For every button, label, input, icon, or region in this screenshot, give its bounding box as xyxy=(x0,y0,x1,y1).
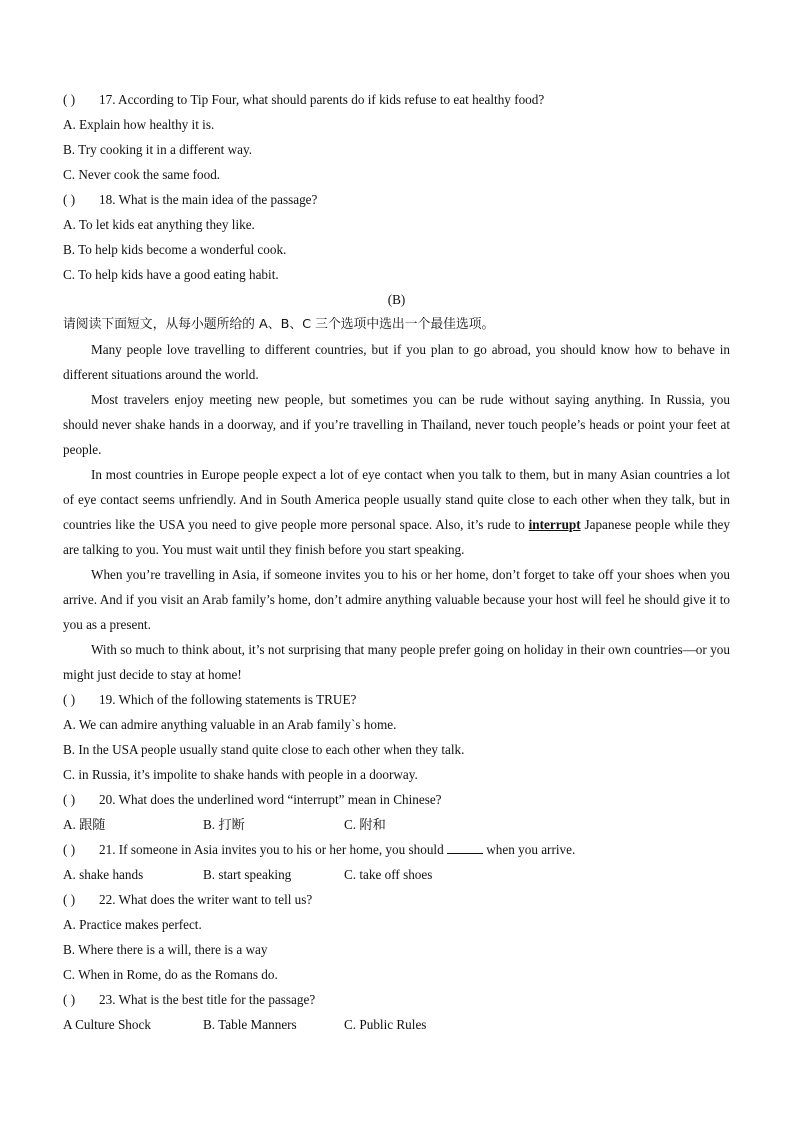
section-instruction: 请阅读下面短文，从每小题所给的 A、B、C 三个选项中选出一个最佳选项。 xyxy=(63,317,495,332)
question-text: 22. What does the writer want to tell us? xyxy=(99,892,313,907)
question-18 xyxy=(63,187,730,212)
option-a: A. 跟随 xyxy=(63,817,106,832)
answer-blank[interactable]: ( ) xyxy=(63,692,76,707)
option-c: C. To help kids have a good eating habit. xyxy=(63,267,279,282)
worksheet-page xyxy=(63,87,730,1037)
answer-blank[interactable]: ( ) xyxy=(63,192,76,207)
option-b: B. Where there is a will, there is a way xyxy=(63,942,268,957)
section-heading: (B) xyxy=(387,292,406,307)
question-text: 23. What is the best title for the passage? xyxy=(99,992,316,1007)
question-19 xyxy=(63,687,730,712)
question-text: 18. What is the main idea of the passage? xyxy=(99,192,318,207)
question-text: 17. According to Tip Four, what should parents do if kids refuse to eat healthy food? xyxy=(99,92,545,107)
answer-blank[interactable]: ( ) xyxy=(63,892,76,907)
paragraph-text: Japanese people while they are talking to you. You must wait until they finish before you start speaking. xyxy=(63,517,730,557)
question-20 xyxy=(63,787,730,812)
option-a: A Culture Shock xyxy=(63,1017,151,1032)
option-a: A. To let kids eat anything they like. xyxy=(63,217,255,232)
passage-paragraph-4: When you’re travelling in Asia, if someone invites you to his or her home, don’t forget to take off your shoes when you arrive. And if you visit an Arab family’s home, don’t admire anything valuable because your host will feel he should give it to you as a present. xyxy=(63,567,730,632)
option-b: B. Try cooking it in a different way. xyxy=(63,142,253,157)
option-a: A. We can admire anything valuable in an Arab family`s home. xyxy=(63,717,397,732)
question-17 xyxy=(63,87,730,112)
passage-paragraph-5: With so much to think about, it’s not surprising that many people prefer going on holiday in their own countries—or you might just decide to stay at home! xyxy=(63,642,730,682)
option-a: A. Practice makes perfect. xyxy=(63,917,202,932)
question-text: 20. What does the underlined word “interrupt” mean in Chinese? xyxy=(99,792,442,807)
option-a: A. shake hands xyxy=(63,867,144,882)
option-c: C. 附和 xyxy=(344,817,386,832)
option-b: B. In the USA people usually stand quite close to each other when they talk. xyxy=(63,742,465,757)
fill-in-blank xyxy=(447,841,483,854)
option-c: C. When in Rome, do as the Romans do. xyxy=(63,967,278,982)
question-text: when you arrive. xyxy=(482,842,576,857)
option-a: A. Explain how healthy it is. xyxy=(63,117,215,132)
passage-paragraph-2: Most travelers enjoy meeting new people, but sometimes you can be rude without saying anything. In Russia, you should never shake hands in a doorway, and if you’re travelling in Thailand, never touch people’s heads or point your feet at people. xyxy=(63,392,730,457)
option-c: C. Public Rules xyxy=(344,1017,427,1032)
question-text: 19. Which of the following statements is TRUE? xyxy=(99,692,357,707)
answer-blank[interactable]: ( ) xyxy=(63,792,76,807)
paragraph-text: In most countries in Europe people expect a lot of eye contact when you talk to them, but in many Asian countries a lot of eye contact seems unfriendly. And in South America people usually stand quite close to each other when they talk, but in countries like the USA you need to give people more personal space. Also, it’s rude to xyxy=(63,467,730,532)
options-row xyxy=(63,1012,730,1037)
option-b: B. To help kids become a wonderful cook. xyxy=(63,242,287,257)
answer-blank[interactable]: ( ) xyxy=(63,92,76,107)
option-c: C. take off shoes xyxy=(344,867,433,882)
option-c: C. Never cook the same food. xyxy=(63,167,221,182)
question-22 xyxy=(63,887,730,912)
answer-blank[interactable]: ( ) xyxy=(63,842,76,857)
options-row xyxy=(63,862,730,887)
answer-blank[interactable]: ( ) xyxy=(63,992,76,1007)
question-21 xyxy=(63,837,730,862)
question-text: 21. If someone in Asia invites you to his or her home, you should xyxy=(99,842,447,857)
underlined-word: interrupt xyxy=(528,517,581,532)
option-b: B. Table Manners xyxy=(203,1017,297,1032)
passage-paragraph-3 xyxy=(63,462,730,562)
options-row xyxy=(63,812,730,837)
option-b: B. 打断 xyxy=(203,817,245,832)
question-23 xyxy=(63,987,730,1012)
option-b: B. start speaking xyxy=(203,867,292,882)
passage-paragraph-1: Many people love travelling to different countries, but if you plan to go abroad, you should know how to behave in different situations around the world. xyxy=(63,342,730,382)
option-c: C. in Russia, it’s impolite to shake hands with people in a doorway. xyxy=(63,767,418,782)
